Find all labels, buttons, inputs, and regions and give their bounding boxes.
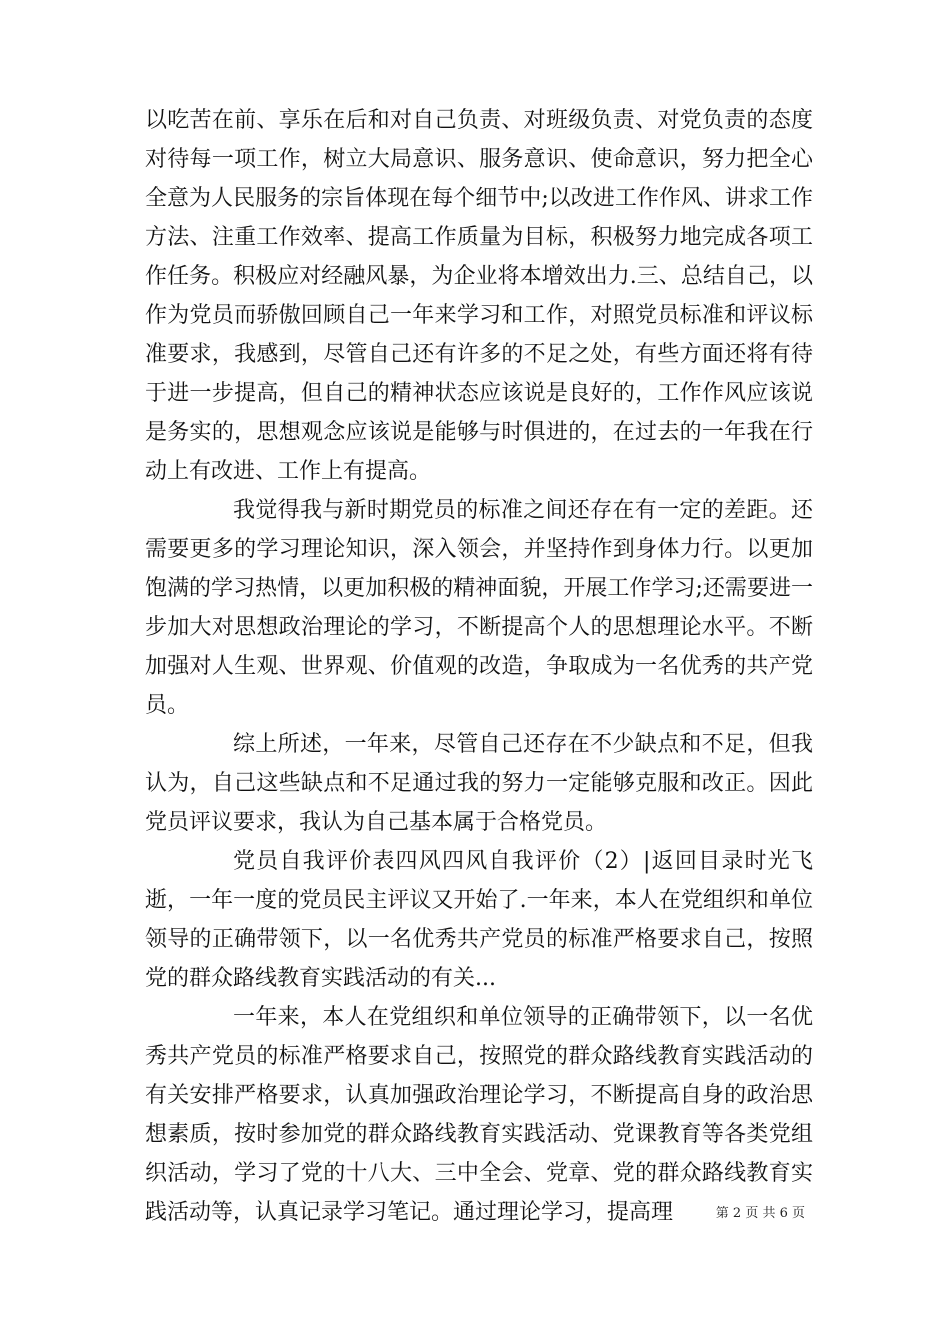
- page-number-footer: 第 2 页 共 6 页: [715, 1206, 805, 1221]
- paragraph-5: 一年来，本人在党组织和单位领导的正确带领下，以一名优秀共产党员的标准严格要求自己，按照党的群众路线教育实践活动的有关安排严格要求，认真加强政治理论学习，不断提高自身的政治思想素质，按时参加党的群众路线教育实践活动、党课教育等各类党组织活动，学习了党的十八大、三中全会、党章、党的群众路线教育实践活动等，认真记录学习笔记。通过理论学习，提高理: [145, 1005, 813, 1225]
- paragraph-3: 综上所述，一年来，尽管自己还存在不少缺点和不足，但我认为，自己这些缺点和不足通过我的努力一定能够克服和改正。因此党员评议要求，我认为自己基本属于合格党员。: [145, 732, 813, 835]
- paragraph-4: 党员自我评价表四风四风自我评价（2）|返回目录时光飞逝，一年一度的党员民主评议又开始了.一年来，本人在党组织和单位领导的正确带领下，以一名优秀共产党员的标准严格要求自己，按照党的群众路线教育实践活动的有关...: [145, 849, 813, 991]
- paragraph-2: 我觉得我与新时期党员的标准之间还存在有一定的差距。还需要更多的学习理论知识，深入领会，并坚持作到身体力行。以更加饱满的学习热情，以更加积极的精神面貌，开展工作学习;还需要进一步加大对思想政治理论的学习，不断提高个人的思想理论水平。不断加强对人生观、世界观、价值观的改造，争取成为一名优秀的共产党员。: [145, 498, 813, 718]
- paragraph-1: 以吃苦在前、享乐在后和对自己负责、对班级负责、对党负责的态度对待每一项工作，树立大局意识、服务意识、使命意识，努力把全心全意为人民服务的宗旨体现在每个细节中;以改进工作作风、讲求工作方法、注重工作效率、提高工作质量为目标，积极努力地完成各项工作任务。积极应对经融风暴，为企业将本增效出力.三、总结自己，以作为党员而骄傲回顾自己一年来学习和工作，对照党员标准和评议标准要求，我感到，尽管自己还有许多的不足之处，有些方面还将有待于进一步提高，但自己的精神状态应该说是良好的，工作作风应该说是务实的，思想观念应该说是能够与时俱进的，在过去的一年我在行动上有改进、工作上有提高。: [145, 108, 813, 484]
- document-body: [145, 101, 813, 1232]
